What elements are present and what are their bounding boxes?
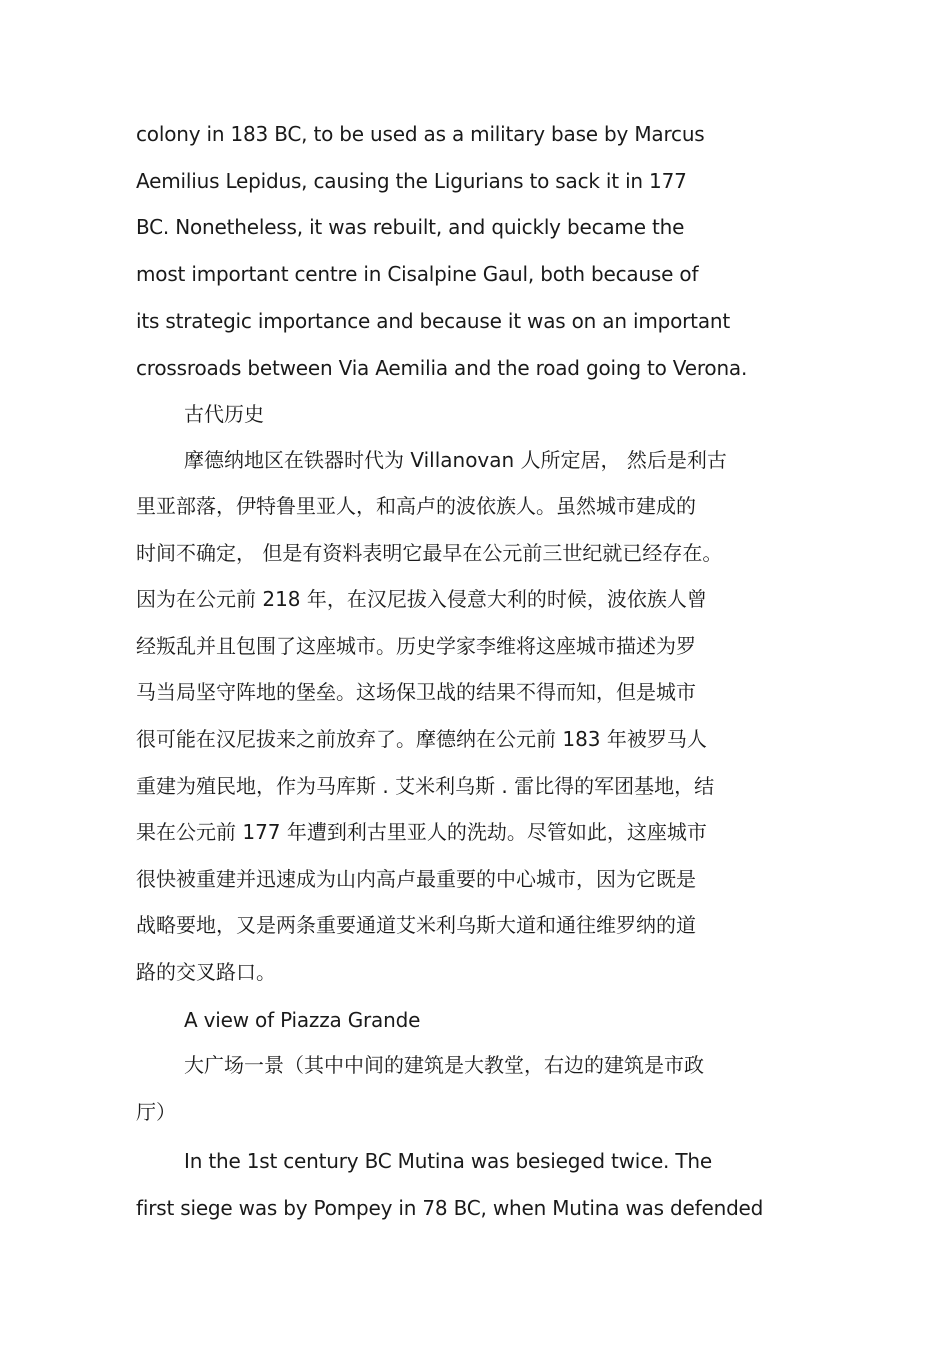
text-line-1: colony in 183 BC, to be used as a military base by Marcus	[136, 122, 705, 146]
text-line-17: 战略要地，又是两条重要通道艾米利乌斯大道和通往维罗纳的道	[136, 913, 696, 937]
text-line-4: most important centre in Cisalpine Gaul, both because of	[136, 262, 699, 286]
text-line-6: crossroads between Via Aemilia and the road going to Verona.	[136, 356, 748, 380]
text-line-5: its strategic importance and because it was on an important	[136, 309, 731, 333]
text-line-12: 马当局坚守阵地的堡垒。这场保卫战的结果不得而知，但是城市	[136, 680, 696, 704]
text-line-8: 里亚部落，伊特鲁里亚人，和高卢的波依族人。虽然城市建成的	[136, 494, 696, 518]
text-line-7: 摩德纳地区在铁器时代为 Villanovan 人所定居， 然后是利古	[184, 448, 727, 472]
image-caption-english: A view of Piazza Grande	[184, 1008, 421, 1032]
text-line-10: 因为在公元前 218 年，在汉尼拔入侵意大利的时候，波依族人曾	[136, 587, 707, 611]
text-line-18: 路的交叉路口。	[136, 960, 276, 984]
text-line-2: Aemilius Lepidus, causing the Ligurians to sack it in 177	[136, 169, 687, 193]
text-line-14: 重建为殖民地，作为马库斯 . 艾米利乌斯 . 雷比得的军团基地，结	[136, 774, 715, 798]
section-heading: 古代历史	[184, 402, 264, 426]
image-caption-chinese-continued: 厅）	[136, 1100, 176, 1124]
text-line-15: 果在公元前 177 年遭到利古里亚人的洗劫。尽管如此，这座城市	[136, 820, 707, 844]
text-line-16: 很快被重建并迅速成为山内高卢最重要的中心城市，因为它既是	[136, 867, 696, 891]
image-caption-chinese: 大广场一景（其中中间的建筑是大教堂，右边的建筑是市政	[184, 1053, 704, 1077]
text-line-3: BC. Nonetheless, it was rebuilt, and quickly became the	[136, 215, 685, 239]
text-line-9: 时间不确定， 但是有资料表明它最早在公元前三世纪就已经存在。	[136, 541, 723, 565]
text-line-11: 经叛乱并且包围了这座城市。历史学家李维将这座城市描述为罗	[136, 634, 696, 658]
text-line-13: 很可能在汉尼拔来之前放弃了。摩德纳在公元前 183 年被罗马人	[136, 727, 707, 751]
text-line-19: In the 1st century BC Mutina was besieged twice. The	[184, 1149, 712, 1173]
text-line-20: first siege was by Pompey in 78 BC, when Mutina was defended	[136, 1196, 764, 1220]
